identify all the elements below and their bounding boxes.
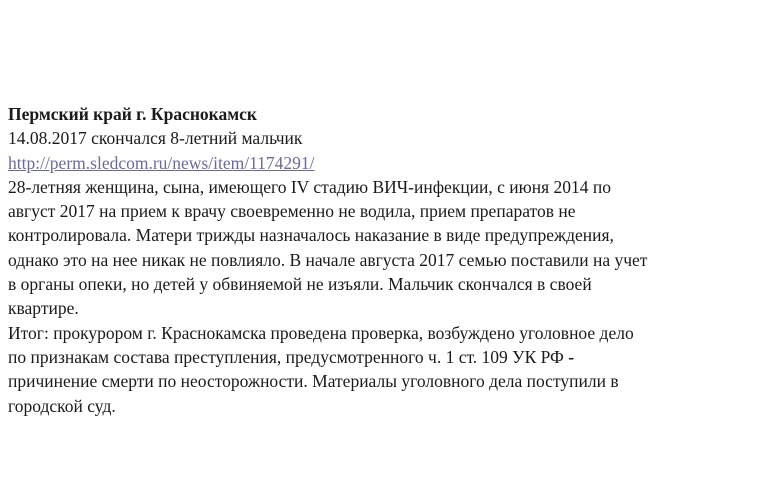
result-dash: - <box>568 346 575 367</box>
body-line-2: август 2017 на прием к врачу своевременно не водила, прием препаратов не <box>8 201 576 222</box>
heading: Пермский край г. Краснокамск <box>8 104 258 124</box>
document-body <box>8 102 738 418</box>
body-line-1: 28-летняя женщина, сына, имеющего IV стадию ВИЧ-инфекции, с июня 2014 по <box>8 176 612 197</box>
result-line-3: причинение смерти по неосторожности. Материалы уголовного дела поступили в <box>8 371 619 392</box>
body-line-3: контролировала. Матери трижды назначалось наказание в виде предупреждения, <box>8 225 614 246</box>
body-line-4: однако это на нее никак не повлияло. В начале августа 2017 семью поставили на учет <box>8 249 648 270</box>
result-line-2 <box>8 345 738 369</box>
result-line-1: Итог: прокурором г. Краснокамска проведена проверка, возбуждено уголовное дело <box>8 322 634 343</box>
body-line-5: в органы опеки, но детей у обвиняемой не изъяли. Мальчик скончался в своей <box>8 274 592 295</box>
result-line-4: городской суд. <box>8 395 116 416</box>
body-line-6: квартире. <box>8 298 79 319</box>
result-line-2-text: по признакам состава преступления, предусмотренного ч. 1 ст. 109 УК РФ <box>8 346 564 367</box>
date-line: 14.08.2017 скончался 8-летний мальчик <box>8 128 303 149</box>
source-link[interactable]: http://perm.sledcom.ru/news/item/1174291/ <box>8 152 315 173</box>
